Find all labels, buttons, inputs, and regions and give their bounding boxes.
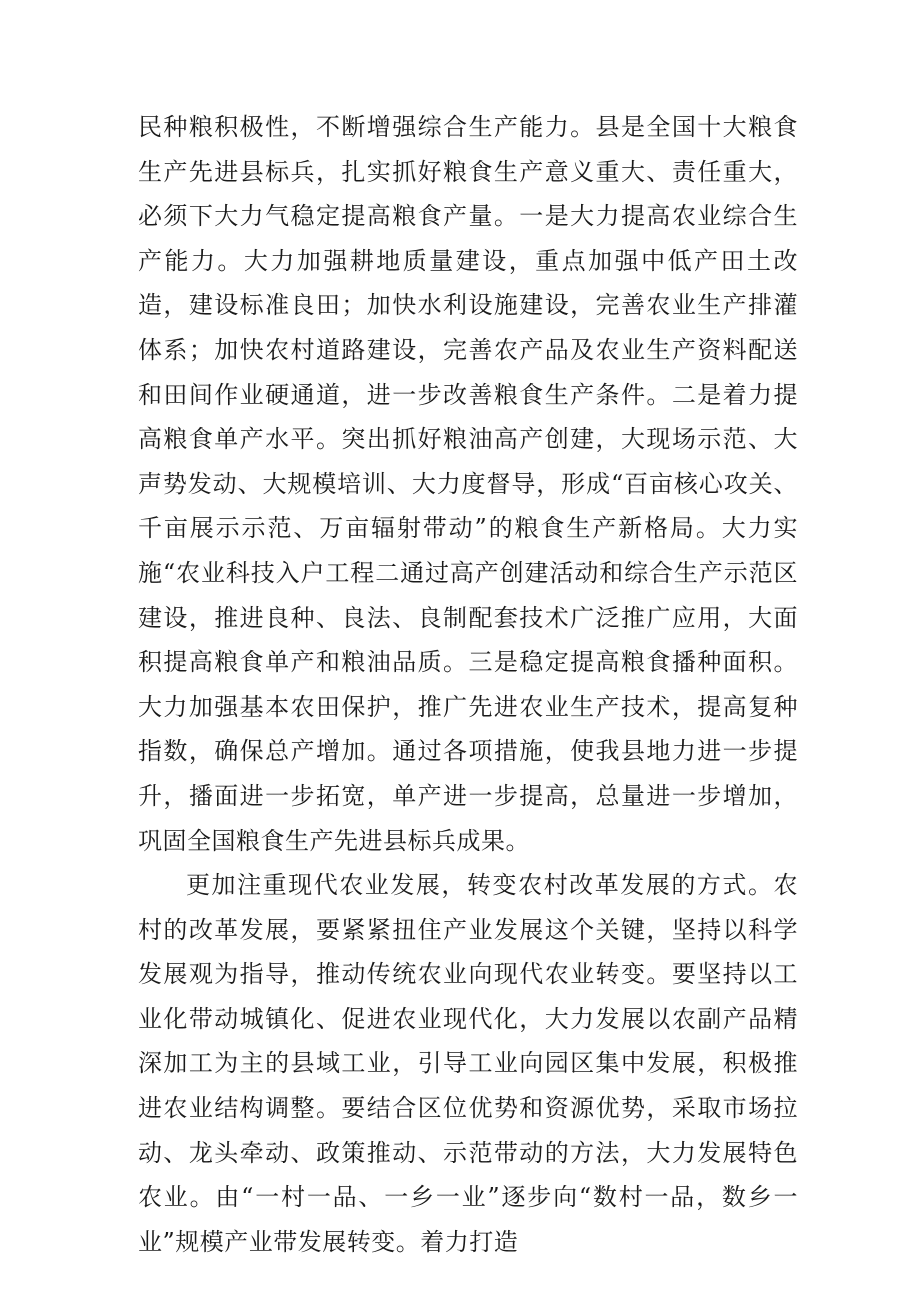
paragraph-modern-agriculture: 更加注重现代农业发展，转变农村改革发展的方式。农村的改革发展，要紧紧扭住产业发展这个关键，坚持以科学发展观为指导，推动传统农业向现代农业转变。要坚持以工业化带动城镇化、促进农业现代化，大力发展以农副产品精深加工为主的县域工业，引导工业向园区集中发展，积极推进农业结构调整。要结合区位优势和资源优势，采取市场拉动、龙头牵动、政策推动、示范带动的方法，大力发展特色农业。由“一村一品、一乡一业”逐步向“数村一品，数乡一业”规模产业带发展转变。着力打造 bbox=[138, 871, 798, 1256]
document-body bbox=[138, 105, 798, 1264]
paragraph-grain-production: 民种粮积极性，不断增强综合生产能力。县是全国十大粮食生产先进县标兵，扎实抓好粮食生产意义重大、责任重大，必须下大力气稳定提高粮食产量。一是大力提高农业综合生产能力。大力加强耕地质量建设，重点加强中低产田土改造，建设标准良田；加快水利设施建设，完善农业生产排灌体系；加快农村道路建设，完善农产品及农业生产资料配送和田间作业硬通道，进一步改善粮食生产条件。二是着力提高粮食单产水平。突出抓好粮油高产创建，大现场示范、大声势发动、大规模培训、大力度督导，形成“百亩核心攻关、千亩展示示范、万亩辐射带动”的粮食生产新格局。大力实施“农业科技入户工程二通过高产创建活动和综合生产示范区建设，推进良种、良法、良制配套技术广泛推广应用，大面积提高粮食单产和粮油品质。三是稳定提高粮食播种面积。大力加强基本农田保护，推广先进农业生产技术，提高复种指数，确保总产增加。通过各项措施，使我县地力进一步提升，播面进一步拓宽，单产进一步提高，总量进一步增加，巩固全国粮食生产先进县标兵成果。 bbox=[138, 113, 798, 855]
